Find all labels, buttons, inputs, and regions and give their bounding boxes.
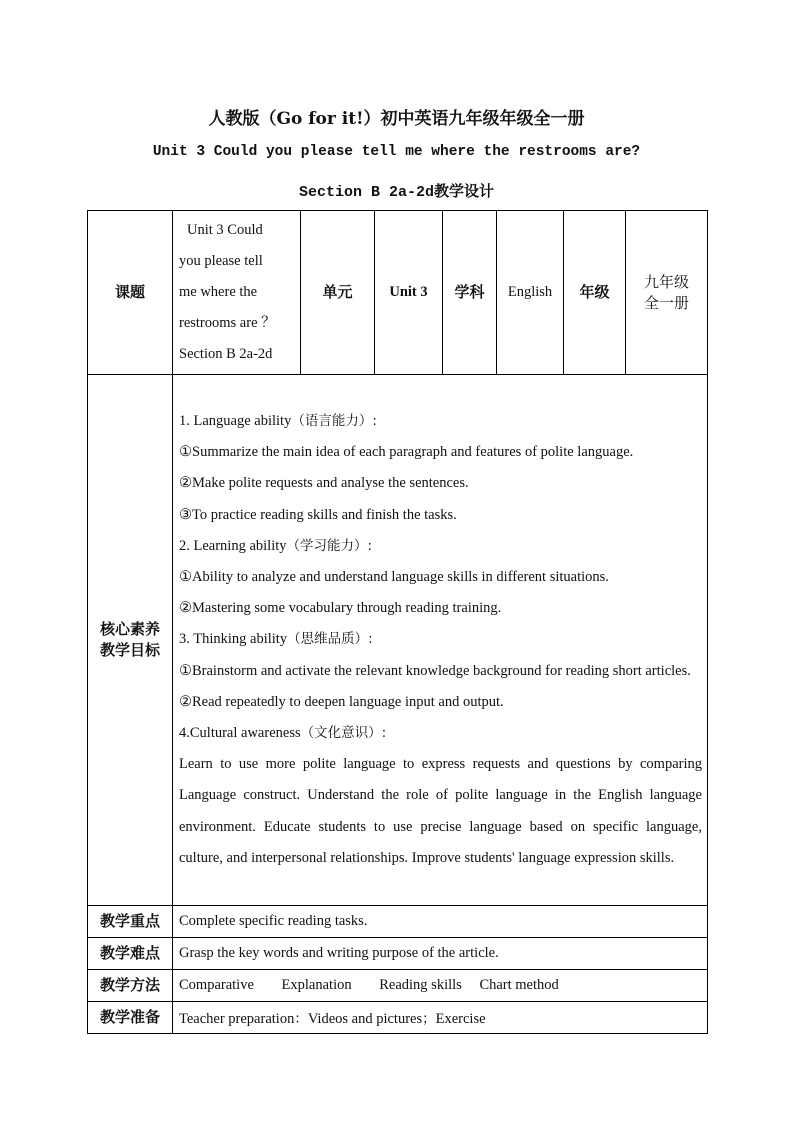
topic-line: Section B 2a-2d (179, 346, 273, 362)
language-ability-heading: 1. Language ability（语言能力）: (179, 412, 377, 429)
document-title: 人教版（Go for it!）初中英语九年级年级全一册 (208, 109, 585, 129)
subject-value: English (497, 211, 564, 375)
unit-title: Unit 3 Could you please tell me where the restrooms are? (152, 144, 641, 160)
preparation-row (88, 1002, 708, 1034)
difficulties-row (88, 938, 708, 970)
topic-line: Unit 3 Could (187, 222, 263, 238)
preparation-label: 教学准备 (88, 1002, 173, 1034)
objective-item: ②Make polite requests and analyse the sentences. (179, 475, 469, 492)
method-item: Chart method (479, 977, 559, 993)
preparation-value: Teacher preparation：Videos and pictures；Exercise (173, 1002, 708, 1034)
cultural-awareness-text: Learn to use more polite language to express requests and questions by comparing Language construct. Understand the role of polite language in the English language environment. Educate students to use precise language based on specific language, culture, and interpersonal relationships. Improve students' language expression skills. (179, 756, 702, 866)
objective-item: ①Summarize the main idea of each paragraph and features of polite language. (179, 444, 634, 461)
info-row (88, 211, 708, 375)
difficulties-value: Grasp the key words and writing purpose of the article. (173, 938, 708, 970)
grade-value (626, 211, 708, 375)
key-points-label: 教学重点 (88, 906, 173, 938)
objectives-content (173, 375, 708, 906)
subject-label: 学科 (443, 211, 497, 375)
objective-item: ①Ability to analyze and understand language skills in different situations. (179, 568, 609, 585)
method-item: Reading skills (379, 977, 462, 993)
grade-label: 年级 (564, 211, 626, 375)
key-points-row (88, 906, 708, 938)
lesson-plan-table (87, 210, 708, 1034)
section-suffix: 教学设计 (434, 182, 495, 200)
objective-item: ①Brainstorm and activate the relevant knowledge background for reading short articles. (179, 662, 691, 679)
grade-value-line: 全一册 (643, 293, 689, 312)
objective-item: ③To practice reading skills and finish the tasks. (179, 506, 457, 523)
method-item: Comparative (179, 977, 254, 993)
topic-value (173, 211, 301, 375)
methods-row (88, 970, 708, 1002)
objectives-label-line: 核心素养 (99, 620, 160, 638)
objective-item: ②Read repeatedly to deepen language input and output. (179, 693, 504, 710)
topic-line: restrooms are ？ (179, 315, 276, 331)
topic-line: you please tell (179, 253, 263, 269)
methods-value (173, 970, 708, 1002)
topic-label: 课题 (88, 211, 173, 375)
section-title (0, 180, 793, 201)
thinking-ability-heading: 3. Thinking ability（思维品质）: (179, 631, 373, 648)
objectives-label-line: 教学目标 (99, 641, 160, 659)
key-points-value: Complete specific reading tasks. (173, 906, 708, 938)
cultural-awareness-heading: 4.Cultural awareness（文化意识）: (179, 725, 387, 741)
objectives-row (88, 375, 708, 906)
section-code: Section B 2a-2d (298, 184, 434, 201)
grade-value-line: 九年级 (643, 272, 689, 291)
difficulties-label: 教学难点 (88, 938, 173, 970)
objectives-label (88, 375, 173, 906)
objective-item: ②Mastering some vocabulary through reading training. (179, 600, 502, 617)
methods-label: 教学方法 (88, 970, 173, 1002)
learning-ability-heading: 2. Learning ability（学习能力）: (179, 537, 373, 554)
unit-label: 单元 (301, 211, 375, 375)
unit-value: Unit 3 (375, 211, 443, 375)
method-item: Explanation (281, 977, 352, 993)
topic-line: me where the (179, 284, 258, 300)
